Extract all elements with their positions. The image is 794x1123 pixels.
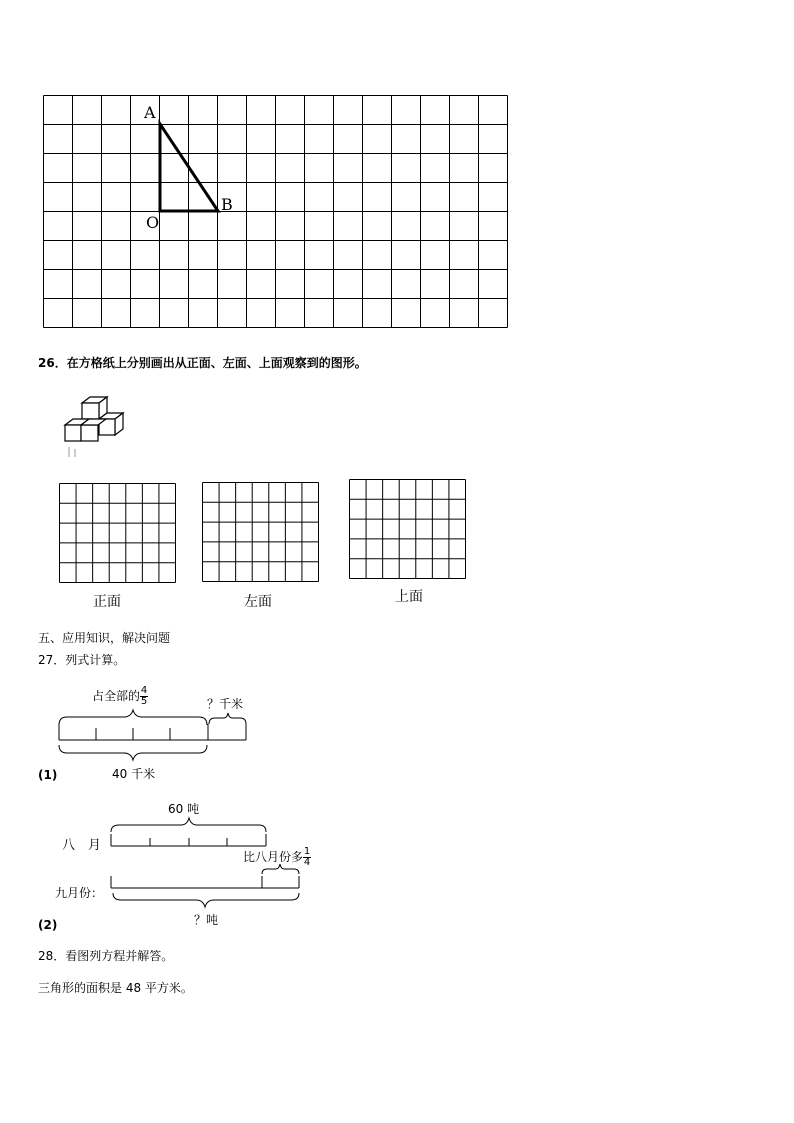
- fraction-one-quarter: $\frac{1}{4}$: [303, 846, 311, 868]
- part2-more-label: 比八月份多 $\frac{1}{4}$: [243, 846, 311, 868]
- part2-bottom-label: ？吨: [194, 913, 219, 927]
- part2-row1-label: 八 月: [62, 838, 102, 853]
- question-28-text: 三角形的面积是 48 平方米。: [38, 981, 193, 995]
- part1-right-label: ？千米: [207, 697, 244, 711]
- section-5-title: 五、应用知识，解决问题: [38, 631, 171, 645]
- point-a-label: A: [144, 103, 156, 122]
- point-o-label: O: [146, 213, 160, 232]
- part1-top-label: 占全部的 $\frac{4}{5}$: [92, 685, 148, 707]
- part1-bottom-label: 40 千米: [112, 767, 156, 781]
- left-view-label: 左面: [244, 594, 272, 610]
- fraction-four-fifths: $\frac{4}{5}$: [140, 685, 148, 707]
- part1-number: (1): [38, 768, 58, 782]
- part2-top-label: 60 吨: [168, 802, 200, 816]
- part2-row2-label: 九月份：: [55, 886, 104, 900]
- question-27-title: 27．列式计算。: [38, 653, 126, 667]
- point-b-label: B: [221, 195, 233, 214]
- question-28-title: 28．看图列方程并解答。: [38, 949, 174, 963]
- question-26-text: 26．在方格纸上分别画出从正面、左面、上面观察到的图形。: [38, 356, 367, 370]
- part2-number: (2): [38, 918, 58, 932]
- front-view-label: 正面: [93, 594, 121, 610]
- top-view-label: 上面: [395, 589, 423, 605]
